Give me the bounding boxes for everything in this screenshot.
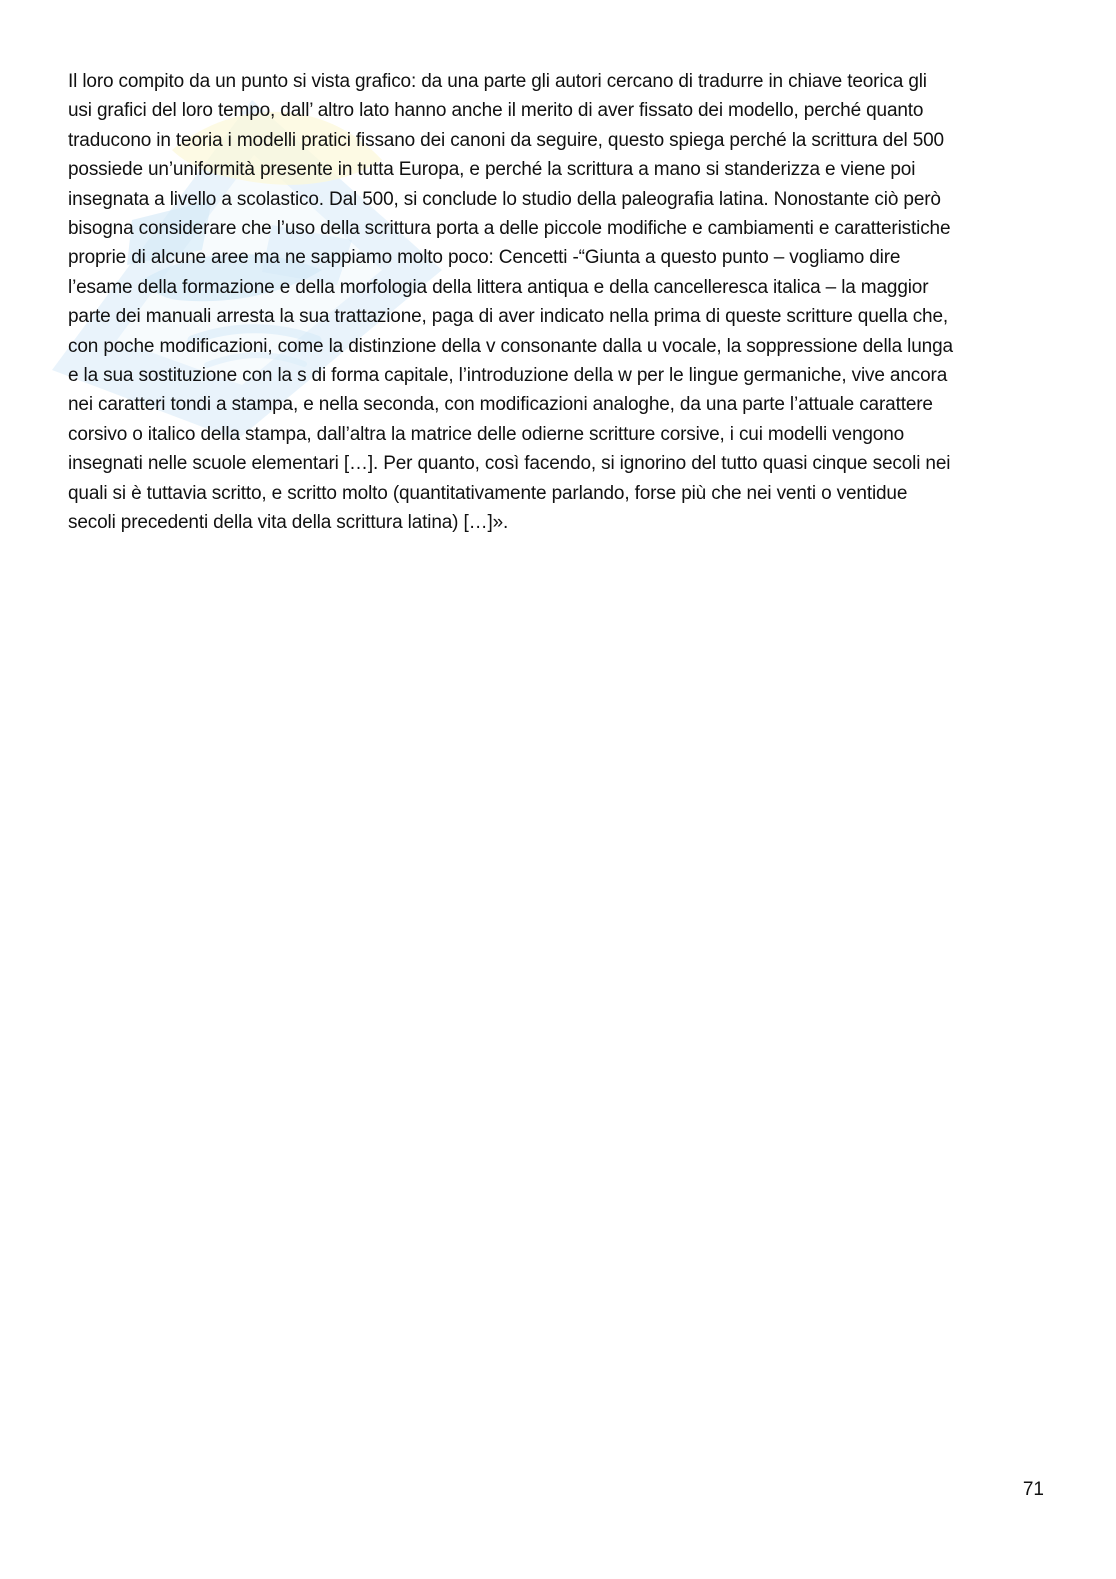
text-line-12: nei caratteri tondi a stampa, e nella seconda, con modificazioni analoghe, da una parte l’attuale carattere — [68, 394, 933, 416]
text-line-7: proprie di alcune aree ma ne sappiamo molto poco: Cencetti -“Giunta a questo punto – vogliamo dire — [68, 247, 901, 269]
text-line-2: usi grafici del loro tempo, dall’ altro lato hanno anche il merito di aver fissato dei modello, perché quanto — [68, 100, 924, 122]
text-line-15: quali si è tuttavia scritto, e scritto molto (quantitativamente parlando, forse più che nei venti o ventidue — [68, 482, 908, 504]
text-line-8: l’esame della formazione e della morfologia della littera antiqua e della cancelleresca italica – la maggior — [68, 276, 929, 298]
text-line-14: insegnati nelle scuole elementari […]. Per quanto, così facendo, si ignorino del tutto quasi cinque secoli nei — [68, 453, 951, 475]
text-line-4: possiede un’uniformità presente in tutta Europa, e perché la scrittura a mano si standerizza e viene poi — [68, 159, 916, 181]
text-line-6: bisogna considerare che l’uso della scrittura porta a delle piccole modifiche e cambiamenti e caratteristiche — [68, 218, 951, 240]
text-line-16: secoli precedenti della vita della scrittura latina) […]». — [68, 512, 509, 534]
text-line-1: Il loro compito da un punto si vista grafico: da una parte gli autori cercano di tradurre in chiave teorica gli — [68, 71, 927, 92]
text-line-11: e la sua sostituzione con la s di forma capitale, l’introduzione della w per le lingue germaniche, vive ancora — [68, 365, 948, 387]
text-line-13: corsivo o italico della stampa, dall’altra la matrice delle odierne scritture corsive, i cui modelli vengono — [68, 423, 905, 445]
text-line-9: parte dei manuali arresta la sua trattazione, paga di aver indicato nella prima di queste scritture quella che, — [68, 306, 949, 328]
text-line-10: con poche modificazioni, come la distinzione della v consonante dalla u vocale, la soppressione della lunga — [68, 335, 953, 357]
text-line-3: traducono in teoria i modelli pratici fissano dei canoni da seguire, questo spiega perché la scrittura del 500 — [68, 129, 944, 151]
page-number: 71 — [1022, 1479, 1044, 1500]
document-body — [68, 67, 1053, 538]
text-line-5: insegnata a livello a scolastico. Dal 500, si conclude lo studio della paleografia latina. Nonostante ciò però — [68, 188, 941, 210]
